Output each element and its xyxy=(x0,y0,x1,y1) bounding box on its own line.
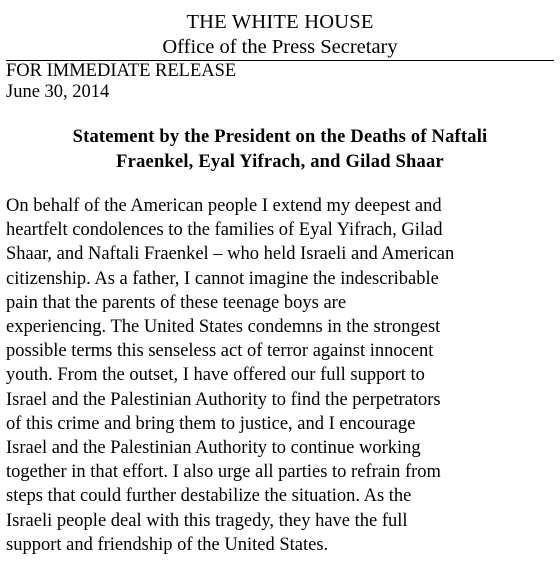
title-line-1: Statement by the President on the Deaths of Naftali xyxy=(72,127,488,147)
body-line: Shaar, and Naftali Fraenkel – who held Israeli and American xyxy=(6,244,455,265)
release-date: June 30, 2014 xyxy=(6,82,110,102)
body-line: steps that could further destabilize the situation. As the xyxy=(6,486,412,507)
letterhead xyxy=(0,0,560,60)
body-line: Israel and the Palestinian Authority to find the perpetrators xyxy=(6,389,441,410)
body-line: together in that effort. I also urge all parties to refrain from xyxy=(6,462,441,483)
body-line: Israel and the Palestinian Authority to continue working xyxy=(6,438,421,459)
body-line: of this crime and bring them to justice, and I encourage xyxy=(6,413,416,434)
body-line: heartfelt condolences to the families of Eyal Yifrach, Gilad xyxy=(6,220,443,241)
body-line: experiencing. The United States condemns in the strongest xyxy=(6,317,441,338)
statement-title xyxy=(0,125,560,175)
body-line: citizenship. As a father, I cannot imagine the indescribable xyxy=(6,268,439,289)
body-line: On behalf of the American people I extend my deepest and xyxy=(6,196,442,216)
office-name: Office of the Press Secretary xyxy=(162,36,398,58)
body-line: Israeli people deal with this tragedy, they have the full xyxy=(6,510,408,531)
release-label: FOR IMMEDIATE RELEASE xyxy=(6,61,237,81)
release-info xyxy=(0,61,560,103)
body-line: youth. From the outset, I have offered our full support to xyxy=(6,365,425,386)
organization-name: THE WHITE HOUSE xyxy=(186,11,374,33)
body-line: possible terms this senseless act of terror against innocent xyxy=(6,341,434,362)
statement-body xyxy=(0,194,560,557)
body-line: support and friendship of the United States. xyxy=(6,534,329,555)
body-line: pain that the parents of these teenage boys are xyxy=(6,292,347,313)
title-line-2: Fraenkel, Eyal Yifrach, and Gilad Shaar xyxy=(116,152,444,172)
